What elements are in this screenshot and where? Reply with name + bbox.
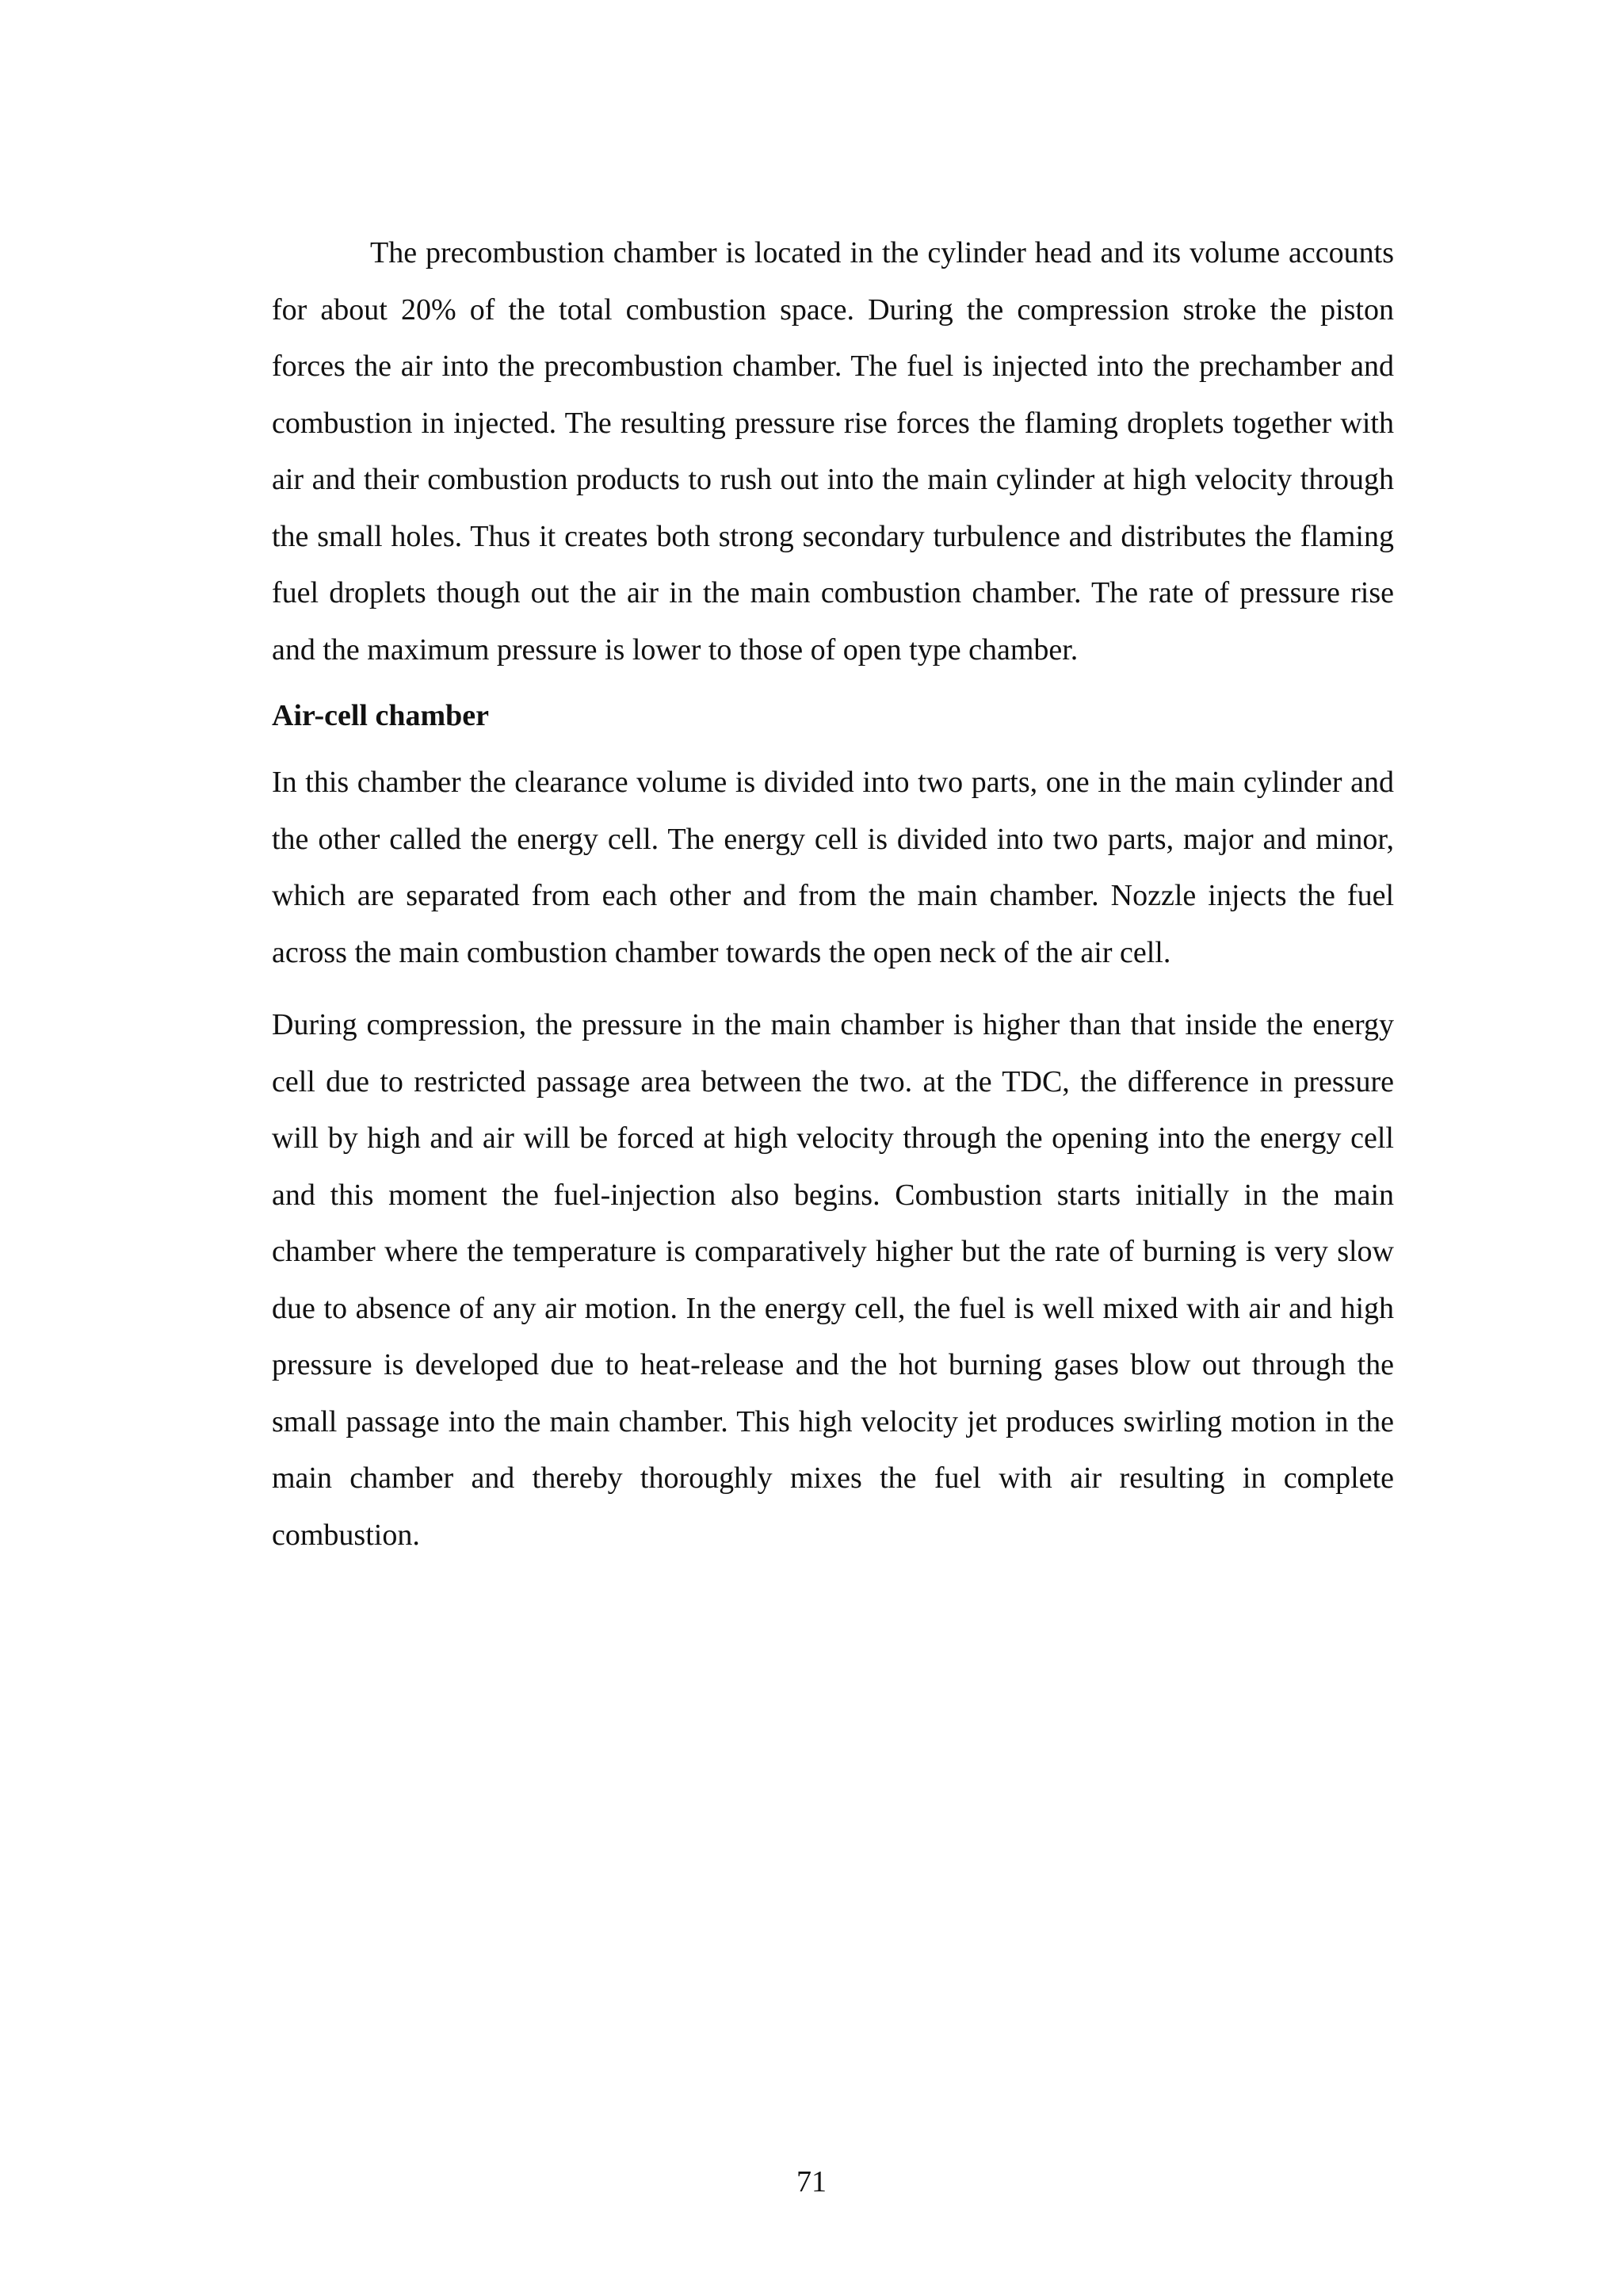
paragraph-precombustion-chamber: The precombustion chamber is located in the cylinder head and its volume accounts for about 20% of the total combustion space. During the compression stroke the piston forces the air into the precombustion chamber. The fuel is injected into the prechamber and combustion in injected. The resulting pressure rise forces the flaming droplets together with air and their combustion products to rush out into the main cylinder at high velocity through the small holes. Thus it creates both strong secondary turbulence and distributes the flaming fuel droplets though out the air in the main combustion chamber. The rate of pressure rise and the maximum pressure is lower to those of open type chamber. [272,236,1394,667]
page-body [272,225,1394,1564]
paragraph-air-cell-description: In this chamber the clearance volume is divided into two parts, one in the main cylinder and the other called the energy cell. The energy cell is divided into two parts, major and minor, which are separated from each other and from the main chamber. Nozzle injects the fuel across the main combustion chamber towards the open neck of the air cell. [272,766,1394,969]
page-number: 71 [796,2165,827,2199]
paragraph-spacer [272,981,1394,997]
section-heading-air-cell-chamber: Air-cell chamber [272,699,489,732]
paragraph-compression-process: During compression, the pressure in the main chamber is higher than that inside the energy cell due to restricted passage area between the two. at the TDC, the difference in pressure will by high and air will be forced at high velocity through the opening into the energy cell and this moment the fuel-injection also begins. Combustion starts initially in the main chamber where the temperature is comparatively higher but the rate of burning is very slow due to absence of any air motion. In the energy cell, the fuel is well mixed with air and high pressure is developed due to heat-release and the hot burning gases blow out through the small passage into the main chamber. This high velocity jet produces swirling motion in the main chamber and thereby thoroughly mixes the fuel with air resulting in complete combustion. [272,1008,1394,1552]
